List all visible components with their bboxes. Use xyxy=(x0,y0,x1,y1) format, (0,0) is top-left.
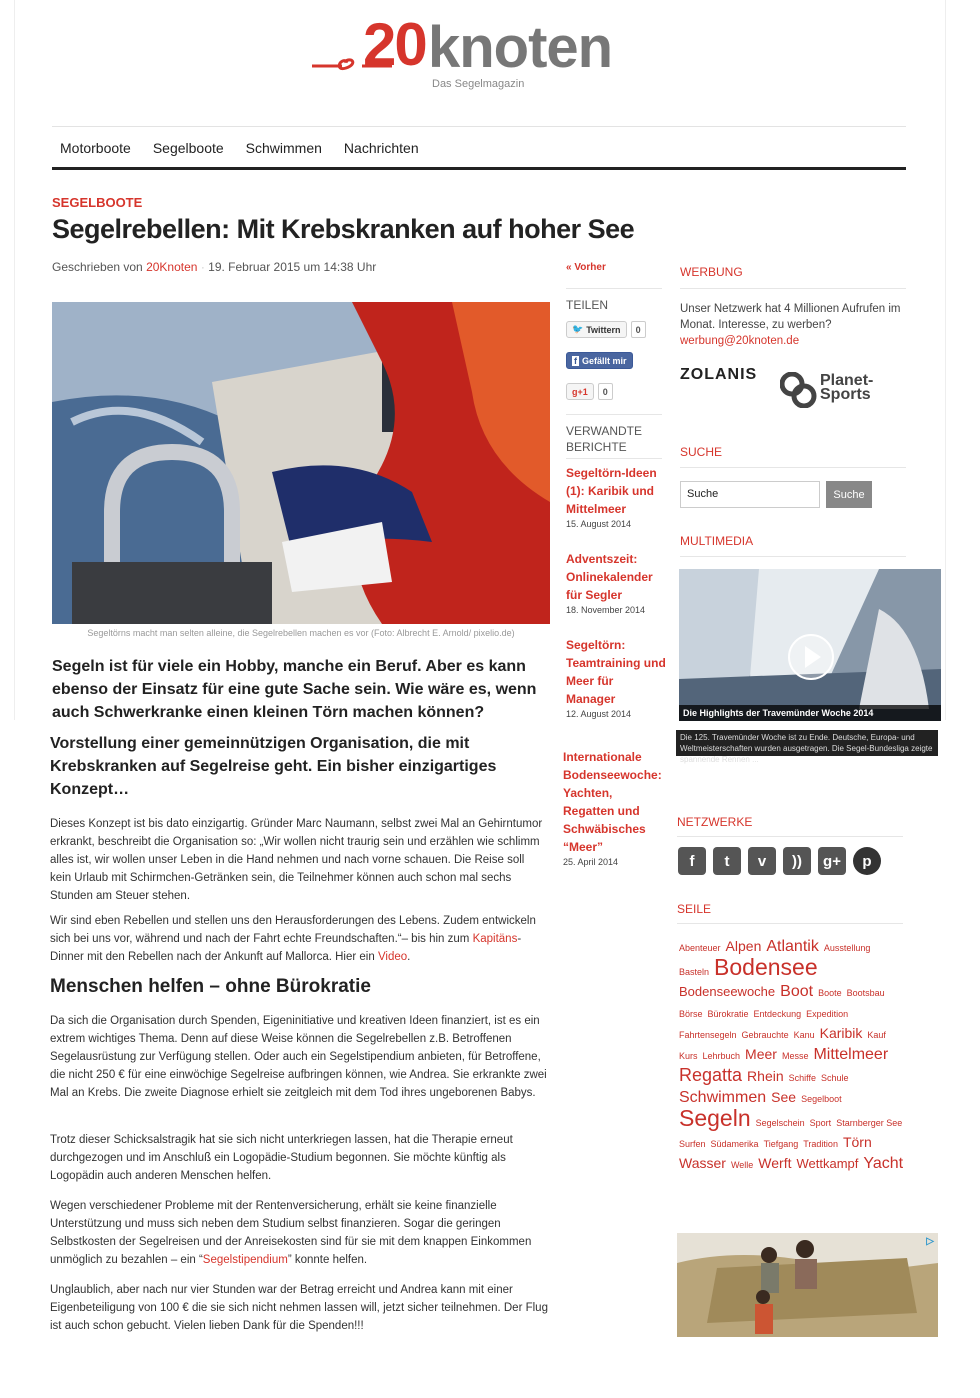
paragraph-4: Trotz dieser Schicksalstragik hat sie sich nicht unterkriegen lassen, hat die Therapie erneut durchgezogen und im Anschluß ein Logopädie-Studium begonnen. Sie möchte künftig als Logopädin auch anderen Menschen helfen. xyxy=(50,1134,513,1182)
divider xyxy=(680,467,906,468)
tag-link[interactable]: Alpen xyxy=(725,938,762,954)
related-date: 15. August 2014 xyxy=(566,519,632,529)
tag-link[interactable]: Bürokratie xyxy=(707,1009,749,1019)
tag-link[interactable]: Abenteuer xyxy=(679,943,721,953)
related-title[interactable]: Segeltörn-Ideen (1): Karibik und Mittelmeer xyxy=(566,466,657,516)
tag-link[interactable]: Tradition xyxy=(803,1139,838,1149)
tag-link[interactable]: Schwimmen xyxy=(679,1089,767,1106)
twitter-label: Twittern xyxy=(586,324,621,335)
related-title[interactable]: Adventszeit: Onlinekalender für Segler xyxy=(566,552,653,602)
ad-email-link[interactable]: werbung@20knoten.de xyxy=(680,335,800,347)
tag-link[interactable]: Bodensee xyxy=(714,954,818,980)
previous-link[interactable]: « Vorher xyxy=(566,262,606,273)
ad-header: WERBUNG xyxy=(680,265,743,279)
tags-header: SEILE xyxy=(677,902,712,916)
logo-tagline: Das Segelmagazin xyxy=(432,78,525,90)
tag-cloud xyxy=(679,937,909,1175)
share-header: TEILEN xyxy=(566,298,609,312)
nav-nachrichten[interactable]: Nachrichten xyxy=(343,139,419,156)
search-button[interactable]: Suche xyxy=(826,481,872,508)
tag-link[interactable]: Bootsbau xyxy=(846,988,885,998)
related-item[interactable] xyxy=(566,550,666,617)
paragraph-2-text-b: -Dinner mit den Rebellen nach der Ankunft auf Mallorca. Hier ein xyxy=(50,933,522,963)
tag-link[interactable]: Welle xyxy=(730,1160,754,1170)
related-item[interactable] xyxy=(566,464,666,531)
byline-prefix: Geschrieben von xyxy=(52,260,143,274)
paragraph-2-text-c: . xyxy=(407,951,411,963)
planet-sports-text-1: Planet- xyxy=(820,372,874,389)
video-title: Die Highlights der Travemünder Woche 2014 xyxy=(679,705,941,721)
tag-link[interactable]: Börse xyxy=(679,1009,703,1019)
twitter-count: 0 xyxy=(631,321,646,338)
adchoices-icon[interactable]: ▷ xyxy=(926,1236,934,1247)
divider xyxy=(677,923,903,924)
site-logo[interactable] xyxy=(308,8,648,98)
tag-link[interactable]: Bodenseewoche xyxy=(679,984,776,999)
author-link[interactable]: 20Knoten xyxy=(146,260,198,274)
multimedia-header: MULTIMEDIA xyxy=(680,534,754,548)
hero-image xyxy=(52,302,550,624)
tag-link[interactable]: Werft xyxy=(758,1155,792,1171)
related-item[interactable] xyxy=(563,748,663,869)
tag-link[interactable]: Segelboot xyxy=(801,1094,842,1104)
video-link[interactable]: Video xyxy=(377,951,408,963)
tag-link[interactable]: Expedition xyxy=(806,1009,849,1019)
facebook-like-button[interactable] xyxy=(566,352,633,369)
article-subhead: Vorstellung einer gemeinnützigen Organisation, die mit Krebskranken auf Segelreise geht. Ein bisher einzigartiges Konzept… xyxy=(50,735,497,798)
section-heading: Menschen helfen – ohne Bürokratie xyxy=(50,976,371,997)
related-title[interactable]: Internationale Bodenseewoche: Yachten, Regatten und Schwäbisches “Meer” xyxy=(563,750,662,854)
rss-icon[interactable]: )) xyxy=(783,847,811,875)
divider xyxy=(566,414,662,415)
tag-link[interactable]: Starnberger See xyxy=(836,1118,903,1128)
video-description: Die 125. Travemünder Woche ist zu Ende. Deutsche, Europa- und Weltmeisterschaften wurden ausgetragen. Die Segel-Bundesliga zeigte spannende Rennen ... xyxy=(676,730,938,756)
tag-link[interactable]: Rhein xyxy=(747,1068,784,1084)
paragraph-6: Unglaublich, aber nach nur vier Stunden war der Betrag erreicht und Andrea kann mit einer Eigenbeteiligung von 100 € die sie sich nicht nehmen lassen will, jetzt sicher teilnehmen. Der Flug ist auch schon gebucht. Vielen lieben Dank für die Spenden!!! xyxy=(50,1284,548,1332)
gplus-icon: g xyxy=(572,386,578,397)
divider xyxy=(566,288,662,289)
planet-sports-logo[interactable] xyxy=(780,372,890,412)
article-date: 19. Februar 2015 um 14:38 Uhr xyxy=(208,260,377,274)
ad-banner[interactable] xyxy=(677,1233,938,1337)
divider xyxy=(680,556,906,557)
header-divider xyxy=(52,126,906,127)
divider xyxy=(680,288,906,289)
logo-word: knoten xyxy=(428,15,613,80)
tag-link[interactable]: Basteln xyxy=(679,967,710,977)
related-date: 18. November 2014 xyxy=(566,605,646,615)
tag-link[interactable]: Mittelmeer xyxy=(813,1046,889,1063)
main-nav xyxy=(52,128,906,170)
category-kicker[interactable]: SEGELBOOTE xyxy=(52,195,143,210)
ad-image xyxy=(677,1233,938,1337)
tag-link[interactable]: Kanu xyxy=(793,1030,815,1040)
video-player[interactable] xyxy=(679,569,941,721)
tag-link[interactable]: Boot xyxy=(780,983,814,1000)
gplus-share[interactable] xyxy=(566,383,613,400)
twitter-icon: 🐦 xyxy=(572,324,584,334)
video-thumbnail xyxy=(679,569,941,721)
tag-link[interactable]: Wettkampf xyxy=(796,1156,859,1171)
tag-link[interactable]: Segeln xyxy=(679,1105,751,1131)
tag-link[interactable]: Atlantik xyxy=(766,938,819,955)
image-caption: Segeltörns macht man selten alleine, die Segelrebellen machen es vor (Foto: Albrecht E. Arnold/ pixelio.de) xyxy=(87,628,515,638)
tag-link[interactable]: Sport xyxy=(809,1118,832,1128)
twitter-icon[interactable]: t xyxy=(713,847,741,875)
facebook-label: Gefällt mir xyxy=(582,355,627,366)
tag-link[interactable]: See xyxy=(771,1089,797,1105)
social-icons xyxy=(678,847,881,875)
vimeo-icon[interactable]: v xyxy=(748,847,776,875)
tag-link[interactable]: Törn xyxy=(842,1134,872,1150)
paragraph-5 xyxy=(50,1197,548,1269)
related-date: 25. April 2014 xyxy=(563,857,619,867)
tag-link[interactable]: Kurs xyxy=(679,1051,698,1061)
zolanis-logo[interactable]: ZOLANIS xyxy=(680,366,758,383)
tag-link[interactable]: Boote xyxy=(818,988,842,998)
article-lead: Segeln ist für viele ein Hobby, manche ein Beruf. Aber es kann ebenso der Einsatz für eine gute Sache sein. Wie wäre es, wenn auch Schwerkranke einen kleinen Törn machen können? xyxy=(52,658,537,721)
twitter-share[interactable] xyxy=(566,321,646,338)
tag-link[interactable]: Schule xyxy=(821,1073,849,1083)
tag-link[interactable]: Messe xyxy=(781,1051,809,1061)
related-date: 12. August 2014 xyxy=(566,709,632,719)
tag-link[interactable]: Yacht xyxy=(863,1155,904,1172)
tag-link[interactable]: Surfen xyxy=(679,1139,706,1149)
pinterest-icon[interactable]: p xyxy=(853,847,881,875)
gplus-count: 0 xyxy=(598,383,613,400)
divider xyxy=(566,458,662,459)
logo-number: 20 xyxy=(363,11,426,78)
gplus-label: +1 xyxy=(577,386,588,397)
tag-link[interactable]: Südamerika xyxy=(710,1139,759,1149)
paragraph-3: Da sich die Organisation durch Spenden, Eigeninitiative und kreativen Ideen finanziert, ist es ein extrem wichtiges Thema. Denn auf diese Weise können die Segelrebellen z.B. Betroffenen Segelausrüstung zur Verfügung stellen. Oder auch ein Segelstipendium anbieten, für Betroffene, die nicht 250 € für eine einwöchige Segelreise aufbringen können, wie Andrea. Sie erkrankte zwei Mal an Krebs. Die zweite Diagnose erhielt sie zeitgleich mit dem Tod ihres ungeborenen Babys. xyxy=(50,1015,547,1099)
gplus-button[interactable] xyxy=(566,383,594,400)
divider xyxy=(677,836,903,837)
related-header-wrap xyxy=(566,423,662,455)
paragraph-2-text-a: Wir sind eben Rebellen und stellen uns den Herausforderungen des Lebens. Zudem entwickeln sich bei uns vor, während und nach der Fahrt echte Freundschaften.“– bis hin zum xyxy=(50,915,536,945)
facebook-share[interactable] xyxy=(566,352,633,369)
paragraph-5-text-b: ” konnte helfen. xyxy=(287,1254,368,1266)
tag-link[interactable]: Segelschein xyxy=(755,1118,805,1128)
tag-link[interactable]: Wasser xyxy=(679,1155,726,1171)
paragraph-2 xyxy=(50,912,548,966)
planet-sports-icon xyxy=(780,372,818,408)
related-title[interactable]: Segeltörn: Teamtraining und Meer für Manager xyxy=(566,638,666,706)
ad-text xyxy=(680,301,910,349)
tag-link[interactable]: Kauf xyxy=(867,1030,886,1040)
article-title: Segelrebellen: Mit Krebskranken auf hoher See xyxy=(52,214,635,244)
byline: Geschrieben von 20Knoten · 19. Februar 2015 um 14:38 Uhr xyxy=(52,260,377,274)
related-header: VERWANDTE BERICHTE xyxy=(566,424,643,454)
twitter-button[interactable] xyxy=(566,321,627,338)
tag-link[interactable]: Entdeckung xyxy=(753,1009,802,1019)
google-plus-icon[interactable]: g+ xyxy=(818,847,846,875)
tag-link[interactable]: Regatta xyxy=(679,1065,743,1085)
paragraph-5-text-a: Wegen verschiedener Probleme mit der Rentenversicherung, erhält sie keine finanzielle Unterstützung und muss sich neben dem Studium selbst finanzieren. Sogar die geringen Selbstkosten der Segelreisen und der Anreisekosten sind für sie mit dem knappen Einkommen unmöglich zu bezahlen – ein “ xyxy=(50,1200,532,1266)
networks-header: NETZWERKE xyxy=(677,815,753,829)
ad-text-body: Unser Netzwerk hat 4 Millionen Aufrufen im Monat. Interesse, zu werben? xyxy=(680,303,901,331)
nav-schwimmen[interactable]: Schwimmen xyxy=(245,139,322,156)
tag-link[interactable]: Schiffe xyxy=(788,1073,816,1083)
planet-sports-text-2: Sports xyxy=(820,386,871,403)
tag-link[interactable]: Meer xyxy=(745,1046,777,1062)
tag-link[interactable]: Ausstellung xyxy=(823,943,871,953)
facebook-icon[interactable]: f xyxy=(678,847,706,875)
paragraph-1: Dieses Konzept ist bis dato einzigartig. Gründer Marc Naumann, selbst zwei Mal an Gehirntumor erkrankt, beschreibt die Organisation so: „Wir wollen nicht traurig sein und erzählen wie schlimm alles ist, wir wollen unser Leben in die Hand nehmen und nach vorne schauen. Die Reise soll kein Urlaub mit Schirmchen-Getränken sein, die Teilnehmer können auch schon mal sechs Stunden am Steuer stehen. xyxy=(50,818,543,902)
tag-link[interactable]: Lehrbuch xyxy=(702,1051,741,1061)
tag-link[interactable]: Tiefgang xyxy=(763,1139,799,1149)
tag-link[interactable]: Gebrauchte xyxy=(741,1030,789,1040)
search-header: SUCHE xyxy=(680,445,723,459)
tag-link[interactable]: Fahrtensegeln xyxy=(679,1030,737,1040)
facebook-icon: f xyxy=(574,355,577,366)
related-item[interactable] xyxy=(566,636,666,721)
nav-motorboote[interactable]: Motorboote xyxy=(60,139,131,156)
segelstipendium-link[interactable]: Segelstipendium xyxy=(202,1254,288,1266)
kapitaens-link[interactable]: Kapitäns xyxy=(472,933,518,945)
nav-segelboote[interactable]: Segelboote xyxy=(152,139,224,156)
tag-link[interactable]: Karibik xyxy=(819,1025,863,1041)
search-input[interactable]: Suche xyxy=(680,481,820,508)
